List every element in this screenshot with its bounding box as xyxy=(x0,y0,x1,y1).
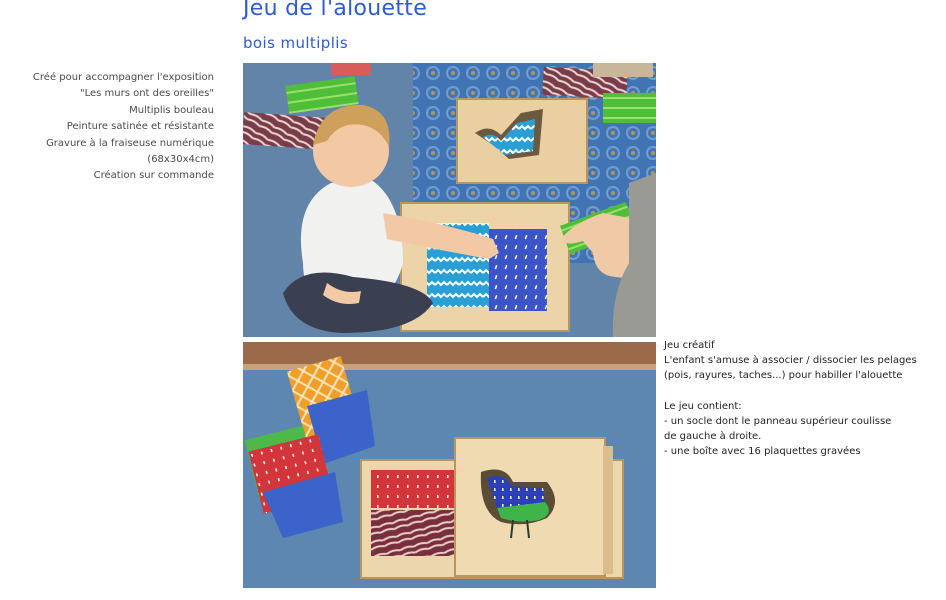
detail-line: (68x30x4cm) xyxy=(147,154,214,166)
detail-line: Créé pour accompagner l'exposition xyxy=(32,72,214,83)
description-line: L'enfant s'amuse à associer / dissocier les pelages xyxy=(664,355,917,367)
detail-line: "Les murs ont des oreilles" xyxy=(79,88,214,100)
detail-line: Gravure à la fraiseuse numérique xyxy=(46,137,214,149)
contents-item: de gauche à droite. xyxy=(664,431,762,443)
description-heading: Jeu créatif xyxy=(664,340,715,351)
detail-line: Multiplis bouleau xyxy=(129,104,214,116)
detail-line: Création sur commande xyxy=(93,170,214,182)
page-subtitle: bois multiplis xyxy=(243,34,349,52)
description-spacer xyxy=(664,384,934,399)
photo-child-playing xyxy=(243,63,656,337)
contents-item: - une boîte avec 16 plaquettes gravées xyxy=(664,446,861,458)
detail-line: Peinture satinée et résistante xyxy=(66,121,214,133)
contents-item: - un socle dont le panneau supérieur coulisse xyxy=(664,416,892,427)
photo-game-set xyxy=(243,342,656,588)
description-line: (pois, rayures, taches...) pour habiller l'alouette xyxy=(664,370,903,382)
game-description xyxy=(664,338,934,460)
contents-heading: Le jeu contient: xyxy=(664,400,742,412)
page-title: Jeu de l'alouette xyxy=(243,0,428,21)
product-details xyxy=(20,70,214,185)
